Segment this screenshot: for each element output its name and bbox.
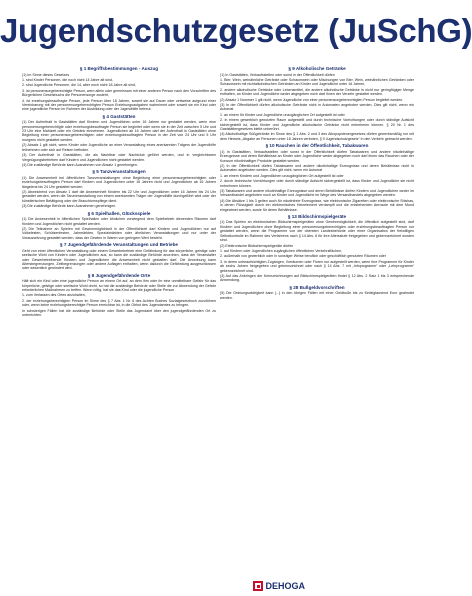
section-paragraph: 2. der erziehungsberechtigten Person im Sinne des § 7 Abs. 1 Nr. 6 des Achten Buches Sozialgesetzbuch zuzuführen oder, wenn keine erziehungsberechtigte Person erreichbar ist, in die Obhut des Jugendamtes zu bringen. <box>22 298 216 308</box>
section-paragraph: (1) Das Spielen an elektronischen Bildschirmspielgeräten ohne Gewinnmöglichkeit, die öffentlich aufgestellt sind, darf Kindern und Jugendlichen ohne Begleitung einer personensorgeberechtigten oder erziehungsbeauftragten Person nur gestattet werden, wenn die Programme von der obersten Landesbehörde oder einer Organisation der freiwilligen Selbstkontrolle im Rahmen des Verfahrens nach § 14 Abs. 6 für ihre Altersstufe freigegeben und gekennzeichnet worden sind. <box>220 220 414 243</box>
law-section <box>22 66 216 112</box>
section-paragraph: (4) Die zuständige Behörde kann Ausnahmen von Absatz 1 genehmigen. <box>22 162 138 167</box>
footer <box>0 574 425 596</box>
section-heading: § 8 Jugendgefährdende Orte <box>87 272 151 278</box>
section-heading: § 1 Begriffsbestimmungen - Auszug <box>79 66 159 71</box>
section-paragraph: 4. ist erziehungsbeauftragte Person, jede Person über 18 Jahren, soweit sie auf Dauer oder zeitweise aufgrund einer Vereinbarung mit der personensorgeberechtigten Person Erziehungsaufgaben wahrnimmt oder soweit sie ein Kind oder eine jugendliche Person im Rahmen der Ausbildung oder der Jugendhilfe betreut. <box>22 98 216 112</box>
section-paragraph: (1) In Gaststätten, Verkaufsstellen oder sonst in der Öffentlichkeit dürfen Tabakwaren und andere nikotinhaltige Erzeugnisse und deren Behältnisse an Kinder oder Jugendliche weder abgegeben noch darf ihnen das Rauchen oder der Konsum nikotinhaltiger Produkte gestattet werden. <box>220 149 414 163</box>
section-paragraph: 2. sind Jugendliche Personen, die 14, aber noch nicht 18 Jahre alt sind, <box>22 83 136 88</box>
section-paragraph: (2) Absatz 1 Nummer 1 gilt nicht, wenn Jugendliche von einer personensorgeberechtigten Person begleitet werden. <box>220 97 404 102</box>
law-section <box>22 114 216 168</box>
section-paragraph: (1) Die Anwesenheit bei öffentlichen Tanzveranstaltungen ohne Begleitung einer personensorgeberechtigten oder erziehungsbeauftragten Person darf Kindern und Jugendlichen unter 16 Jahren nicht und Jugendlichen ab 16 Jahren längstens bis 24 Uhr gestattet werden. <box>22 175 216 189</box>
section-paragraph: 1. an einem für Kinder und Jugendliche unzugänglichen Ort aufgestellt ist oder <box>220 112 345 117</box>
section-paragraph: (3) In der Öffentlichkeit dürfen alkoholische Getränke nicht in Automaten angeboten werden. Dies gilt nicht, wenn ein Automat <box>220 102 414 112</box>
section-heading: § 4 Gaststätten <box>102 113 136 119</box>
dehoga-logo-icon <box>253 581 263 591</box>
section-heading: § 5 Tanzveranstaltungen <box>92 169 146 175</box>
right-column <box>220 66 414 302</box>
section-paragraph: 2. in einem gewerblich genutzten Raum aufgestellt und durch technische Vorrichtungen oder durch ständige Aufsicht sichergestellt ist, dass Kinder und Jugendliche alkoholische Getränke nicht entnehmen können. § 20 Nr. 1 des Gaststättengesetzes bleibt unberührt. <box>220 118 414 131</box>
section-paragraph: Geht von einer öffentlichen Veranstaltung oder einem Gewerbebetrieb eine Gefährdung für das körperliche, geistige oder seelische Wohl von Kindern oder Jugendlichen aus, so kann die zuständige Behörde anordnen, dass der Veranstalter oder Gewerbetreibende Kindern und Jugendlichen die Anwesenheit nicht gestatten darf. Die Anordnung kann Altersbegrenzungen, Zeitbegrenzungen oder andere Auflagen enthalten, wenn dadurch die Gefährdung ausgeschlossen oder wesentlich gemindert wird. <box>22 248 216 271</box>
law-section <box>220 143 414 212</box>
section-paragraph: (3) Der Aufenthalt in Gaststätten, die als Nachtbar oder Nachtclub geführt werden, und in vergleichbaren Vergnügungsbetrieben darf Kindern und Jugendlichen nicht gestattet werden. <box>22 153 216 162</box>
section-paragraph: (1) In Gaststätten, Verkaufsstellen oder sonst in der Öffentlichkeit dürfen <box>220 72 335 77</box>
section-paragraph: (2) Abweichend von Absatz 1 darf die Anwesenheit Kindern bis 22 Uhr und Jugendlichen unter 16 Jahren bis 24 Uhr gestattet werden, wenn die Tanzveranstaltung von einem anerkannten Träger der Jugendhilfe durchgeführt wird oder der künstlerischen Betätigung oder der Brauchtumspflege dient. <box>22 190 216 203</box>
section-paragraph: (2) Absatz 1 gilt nicht, wenn Kinder oder Jugendliche an einer Veranstaltung eines anerkannten Trägers der Jugendhilfe teilnehmen oder sich auf Reisen befinden. <box>22 143 216 152</box>
section-paragraph: (2) Die Teilnahme an Spielen mit Gewinnmöglichkeit in der Öffentlichkeit darf Kindern und Jugendlichen nur auf Volksfesten, Schützenfesten, Jahrmärkten, Spezialmärkten oder ähnlichen Veranstaltungen und nur unter der Voraussetzung gestattet werden, dass der Gewinn in Waren von geringem Wert besteht. <box>22 226 216 240</box>
section-paragraph: (4) Alkoholhaltige Süßgetränke im Sinne des § 1 Abs. 2 und 3 des Alkopopsteuergesetzes dürfen gewerbsmäßig nur mit dem Hinweis „Abgabe an Personen unter 18 Jahren verboten, § 9 Jugendschutzgesetz“ in den Verkehr gebracht werden. <box>220 132 414 141</box>
section-heading: § 10 Rauchen in der Öffentlichkeit, Tabakwaren <box>265 143 369 149</box>
section-paragraph: Hält sich ein Kind oder eine jugendliche Person an einem Ort auf, an dem ihm oder ihr eine unmittelbare Gefahr für das körperliche, geistige oder seelische Wohl droht, so hat die zuständige Behörde oder Stelle die zur Abwendung der Gefahr erforderlichen Maßnahmen zu treffen. Wenn nötig, hat sie das Kind oder die jugendliche Person <box>22 279 216 293</box>
section-heading: § 9 Alkoholische Getränke <box>288 66 346 71</box>
law-section <box>22 242 216 271</box>
section-paragraph: (1) Die Anwesenheit in öffentlichen Spielhallen oder ähnlichen vorwiegend dem Spielbetrieb dienenden Räumen darf Kindern und Jugendlichen nicht gestattet werden. <box>22 217 216 226</box>
section-paragraph: (3) Auf das Anbringen der Kennzeichnungen auf Bildschirmspielgeräten findet § 12 Abs. 2 Satz 1 bis 3 entsprechende Anwendung. <box>220 273 414 283</box>
law-section <box>220 66 414 141</box>
section-paragraph: 2. außerhalb von gewerblich oder in sonstiger Weise beruflich oder geschäftlich genutzten Räumen oder <box>220 254 386 259</box>
law-section <box>220 214 414 283</box>
logo-text: DEHOGA <box>265 581 305 591</box>
law-section <box>22 169 216 208</box>
section-heading: § 28 Bußgeldvorschriften <box>289 284 345 290</box>
dehoga-logo <box>253 581 305 591</box>
law-section <box>22 211 216 241</box>
section-paragraph: (3) Tabakwaren und andere nikotinhaltige Erzeugnisse und deren Behältnisse dürfen Kindern und Jugendlichen weder im Versandhandel angeboten noch an Kinder und Jugendliche im Wege des Versandhandels abgegeben werden. <box>220 188 414 198</box>
left-column <box>22 66 216 319</box>
section-paragraph: 3. ist personensorgeberechtigte Person, wem allein oder gemeinsam mit einer anderen Person nach den Vorschriften des Bürgerlichen Gesetzbuchs die Personensorge zusteht, <box>22 88 216 98</box>
section-paragraph: (2) Elektronische Bildschirmspielgeräte dürfen <box>220 243 294 248</box>
section-paragraph: (1) Der Aufenthalt in Gaststätten darf Kindern und Jugendlichen unter 16 Jahren nur gestattet werden, wenn eine personensorgeberechtigte oder erziehungsbeauftragte Person sie begleitet oder wenn sie in der Zeit zwischen 5 Uhr und 23 Uhr eine Mahlzeit oder ein Getränk einnehmen. Jugendlichen ab 16 Jahren darf der Aufenthalt in Gaststätten ohne Begleitung einer personensorgeberechtigten oder erziehungsbeauftragten Person in der Zeit von 24 Uhr und 5 Uhr morgens nicht gestattet werden. <box>22 120 216 142</box>
section-heading: § 13 Bildschirmspielgeräte <box>287 213 347 219</box>
section-paragraph: 1. zum Verlassen des Ortes anzuhalten, <box>22 293 86 298</box>
section-paragraph: (3) Die zuständige Behörde kann Ausnahmen genehmigen. <box>22 204 117 209</box>
section-paragraph: (5) Die Ordnungswidrigkeit kann [...] in den übrigen Fällen mit einer Geldbuße bis zu fünfzigtausend Euro geahndet werden. <box>220 291 414 300</box>
section-heading: § 6 Spielhallen, Glücksspiele <box>87 210 151 216</box>
section-paragraph: 3. in deren unbeaufsichtigten Zugängen, Vorräumen oder Fluren nur aufgestellt werden, wenn ihre Programme für Kinder ab sechs Jahren freigegeben und gekennzeichnet oder nach § 14 Abs. 7 mit „Infoprogramm“ oder „Lehrprogramm“ gekennzeichnet sind. <box>220 259 414 273</box>
section-paragraph: 1. sind Kinder Personen, die noch nicht 14 Jahre alt sind, <box>22 77 113 82</box>
law-section <box>22 273 216 318</box>
law-section <box>220 285 414 300</box>
section-paragraph: 2. durch technische Vorrichtungen oder durch ständige Aufsicht sichergestellt ist, dass Kinder und Jugendliche sie nicht entnehmen können. <box>220 179 414 188</box>
section-heading: § 7 Jugendgefährdende Veranstaltungen und Betriebe <box>60 242 178 248</box>
section-paragraph: (2) In der Öffentlichkeit dürfen Tabakwaren und andere nikotinhaltige Erzeugnisse und deren Behältnisse nicht in Automaten angeboten werden. Dies gilt nicht, wenn ein Automat <box>220 163 414 173</box>
section-paragraph: 2. andere alkoholische Getränke oder Lebensmittel, die andere alkoholische Getränke in nicht nur geringfügiger Menge enthalten, an Kinder und Jugendliche weder abgegeben noch darf ihnen der Verzehr gestattet werden. <box>220 87 414 97</box>
page-title: Jugendschutzgesetz (JuSchG) <box>0 12 472 49</box>
section-paragraph: 1. auf Kindern oder Jugendlichen zugänglichen öffentlichen Verkehrsflächen, <box>220 248 343 253</box>
section-paragraph: In schwierigen Fällen hat die zuständige Behörde oder Stelle das Jugendamt über den jugendgefährdenden Ort zu unterrichten. <box>22 308 216 318</box>
section-paragraph: (4) Die Absätze 1 bis 3 gelten auch für nikotinfreie Erzeugnisse, wie elektronische Zigaretten oder elektronische Shishas, in denen Flüssigkeit durch ein elektronisches Heizelement verdampft und die entstehenden Aerosole mit dem Mund eingeatmet werden, sowie für deren Behältnisse. <box>220 198 414 212</box>
section-paragraph: (1) Im Sinne dieses Gesetzes <box>22 72 70 77</box>
section-paragraph: 1. Bier, Wein, weinähnliche Getränke oder Schaumwein oder Mischungen von Bier, Wein, weinähnlichen Getränken oder Schaumwein mit nichtalkoholischen Getränken an Kinder und Jugendliche unter 16 Jahren, <box>220 77 414 87</box>
section-paragraph: 1. an einem Kindern und Jugendlichen unzugänglichen Ort aufgestellt ist oder <box>220 173 344 178</box>
